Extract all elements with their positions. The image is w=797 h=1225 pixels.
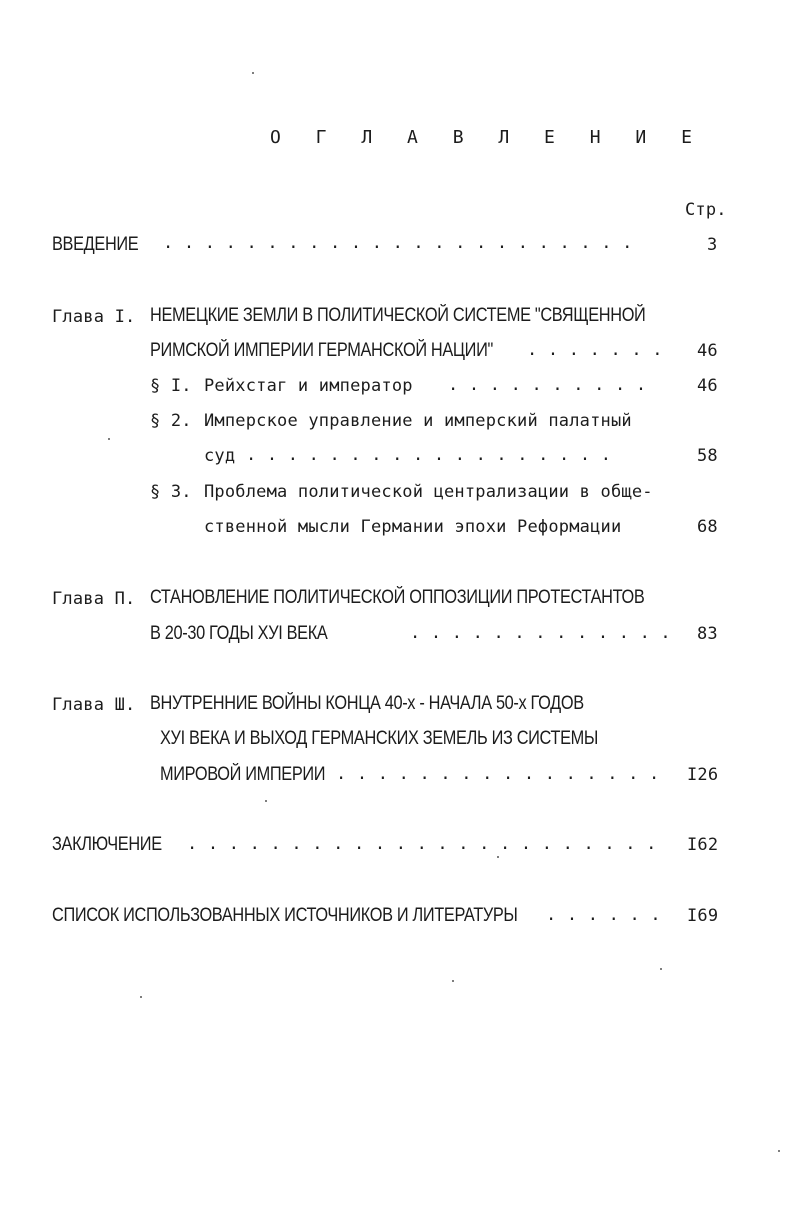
chapter-prefix: Глава I. [52,307,136,327]
section-title-line-2: ственной мысли Германии эпохи Реформации [204,517,622,537]
section-title-line-2: суд [204,446,236,466]
entry-label: ЗАКЛЮЧЕНИЕ [52,834,162,855]
chapter-prefix: Глава П. [52,589,136,609]
scan-speck [778,1150,780,1152]
section-number: § 2. [150,411,192,431]
page-number: 3 [707,235,718,255]
section-title: Рейхстаг и император [204,376,413,396]
page-number: 68 [697,517,718,537]
page-number: 83 [697,624,718,644]
leader-dots: . . . . . . . . . . . . . . . . . . [246,445,612,465]
leader-dots: . . . . . . . . . . . . . . . . . . . . . . . [163,233,633,253]
chapter-title-line-3: МИРОВОЙ ИМПЕРИИ [160,764,326,785]
page-number: I62 [687,835,719,855]
chapter-title-line-2: ХУI ВЕКА И ВЫХОД ГЕРМАНСКИХ ЗЕМЕЛЬ ИЗ СИСТЕМЫ [160,728,599,749]
page-number: 46 [697,341,718,361]
scan-speck [108,438,110,440]
scan-speck [452,980,454,982]
page-title: О Г Л А В Л Е Н И Е [270,127,704,148]
leader-dots: . . . . . . . [527,340,663,360]
page-number: 58 [697,446,718,466]
entry-label: СПИСОК ИСПОЛЬЗОВАННЫХ ИСТОЧНИКОВ И ЛИТЕРАТУРЫ [52,905,518,926]
page-number: I69 [687,906,719,926]
page-column-label: Стр. [685,200,727,220]
page-number: I26 [687,765,719,785]
scan-speck [252,72,254,74]
section-number: § I. [150,376,192,396]
chapter-prefix: Глава Ш. [52,695,136,715]
leader-dots: . . . . . . . . . . . . . [410,623,671,643]
chapter-title-line-1: НЕМЕЦКИЕ ЗЕМЛИ В ПОЛИТИЧЕСКОЙ СИСТЕМЕ "СВЯЩЕННОЙ [150,305,646,326]
chapter-title-line-2: РИМСКОЙ ИМПЕРИИ ГЕРМАНСКОЙ НАЦИИ" [150,340,493,361]
leader-dots: . . . . . . . . . . . . . . . . [336,764,660,784]
section-title-line-1: Проблема политической централизации в обще- [204,482,653,502]
chapter-title-line-2: В 20-30 ГОДЫ ХУI ВЕКА [150,623,328,644]
page-number: 46 [697,376,718,396]
section-number: § 3. [150,482,192,502]
scan-speck [140,996,142,998]
scan-speck [660,968,662,970]
scan-speck [265,800,267,802]
leader-dots: . . . . . . [546,905,661,925]
chapter-title-line-1: СТАНОВЛЕНИЕ ПОЛИТИЧЕСКОЙ ОППОЗИЦИИ ПРОТЕСТАНТОВ [150,587,645,608]
section-title-line-1: Имперское управление и имперский палатный [204,411,632,431]
entry-label: ВВЕДЕНИЕ [52,234,139,255]
scan-speck [497,856,499,858]
leader-dots: . . . . . . . . . . [448,375,647,395]
leader-dots: . . . . . . . . . . . . . . . . . . . . . . . [187,834,657,854]
chapter-title-line-1: ВНУТРЕННИЕ ВОЙНЫ КОНЦА 40-х - НАЧАЛА 50-х ГОДОВ [150,693,584,714]
